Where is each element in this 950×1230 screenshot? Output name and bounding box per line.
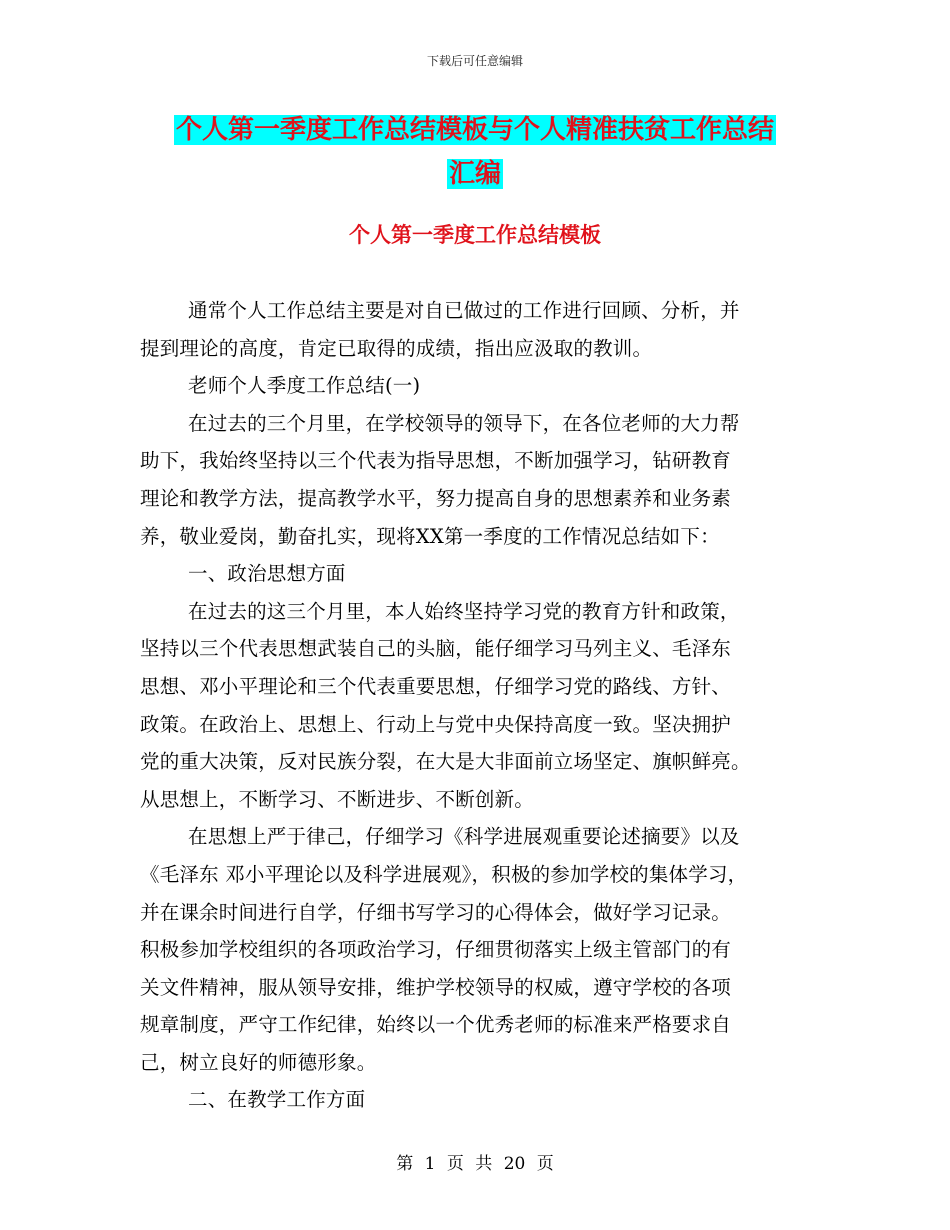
text-line: 通常个人工作总结主要是对自已做过的工作进行回顾、分析，并 (188, 299, 740, 322)
document-title-line-1 (140, 113, 810, 147)
text-line: 从思想上，不断学习、不断进步、不断创新。 (140, 787, 535, 811)
text-line: 并在课余时间进行自学，仔细书写学习的心得体会，做好学习记录。 (140, 900, 732, 924)
text-line: 关文件精神，服从领导安排，维护学校领导的权威，遵守学校的各项 (140, 975, 732, 999)
text-line: 一、政治思想方面 (188, 562, 346, 586)
text-line: 老师个人季度工作总结(一) (188, 374, 421, 398)
section-title: 个人第一季度工作总结模板 (349, 223, 601, 247)
text-line: 坚持以三个代表思想武装自己的头脑，能仔细学习马列主义、毛泽东 (140, 637, 732, 661)
text-line: 提到理论的高度，肯定已取得的成绩，指出应汲取的教训。 (140, 336, 653, 360)
text-line: 在过去的三个月里，在学校领导的领导下，在各位老师的大力帮 (188, 411, 740, 435)
text-line: 思想、邓小平理论和三个代表重要思想，仔细学习党的路线、方针、 (140, 674, 732, 698)
text-line: 助下，我始终坚持以三个代表为指导思想，不断加强学习，钻研教育 (140, 449, 732, 473)
document-title-line-2 (140, 157, 810, 191)
text-line: 政策。在政治上、思想上、行动上与党中央保持高度一致。坚决拥护 (140, 712, 732, 736)
title-highlight: 个人第一季度工作总结模板与个人精准扶贫工作总结 (175, 115, 774, 145)
title-highlight: 汇编 (448, 159, 501, 189)
text-line: 在过去的这三个月里，本人始终坚持学习党的教育方针和政策， (188, 599, 740, 623)
text-line: 理论和教学方法，提高教学水平，努力提高自身的思想素养和业务素 (140, 486, 732, 510)
text-line: 己，树立良好的师德形象。 (140, 1050, 377, 1074)
text-line: 规章制度，严守工作纪律，始终以一个优秀老师的标准来严格要求自 (140, 1013, 732, 1037)
text-line: 在思想上严于律己，仔细学习《科学进展观重要论述摘要》以及 (188, 825, 740, 849)
text-line: 积极参加学校组织的各项政治学习，仔细贯彻落实上级主管部门的有 (140, 938, 732, 962)
page-header-note: 下载后可任意编辑 (426, 54, 523, 68)
page-footer: 第 1 页 共 20 页 (396, 1154, 554, 1174)
text-line: 二、在教学工作方面 (188, 1088, 366, 1112)
text-line: 《毛泽东 邓小平理论以及科学进展观》，积极的参加学校的集体学习， (140, 862, 748, 886)
document-body (140, 292, 815, 1119)
text-line: 党的重大决策，反对民族分裂，在大是大非面前立场坚定、旗帜鲜亮。 (140, 750, 751, 774)
text-line: 养，敬业爱岗，勤奋扎实，现将XX第一季度的工作情况总结如下： (140, 524, 720, 548)
